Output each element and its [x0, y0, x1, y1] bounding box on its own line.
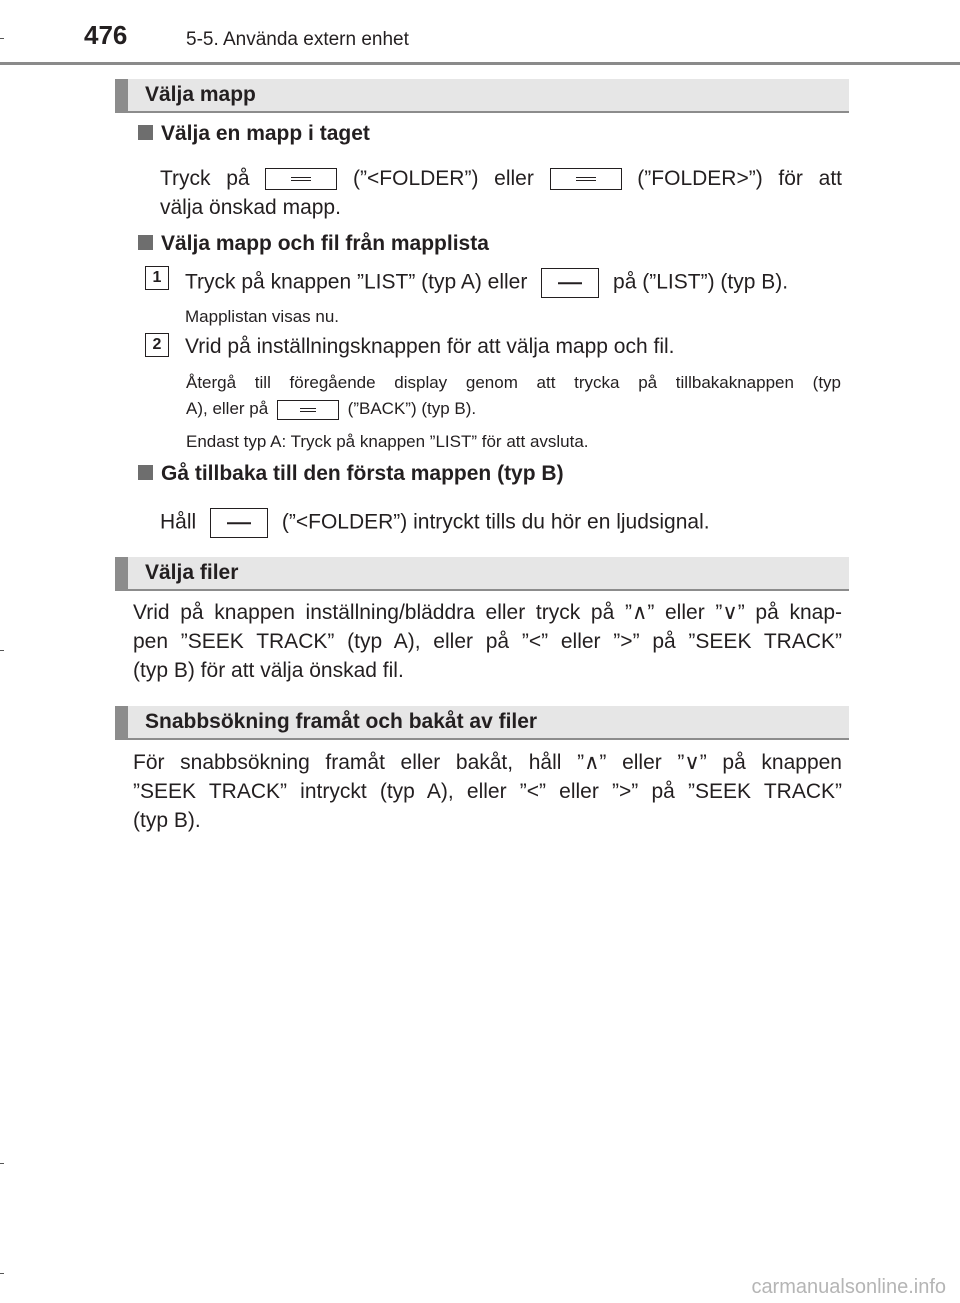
step-text: Vrid på inställningsknappen för att välja mapp och fil. [185, 335, 675, 358]
body-paragraph [133, 598, 842, 685]
folder-next-button-icon [550, 168, 622, 190]
step-note: Mapplistan visas nu. [185, 307, 340, 326]
body-paragraph [133, 748, 842, 835]
crop-mark [0, 650, 4, 651]
section-heading-bar [115, 79, 849, 113]
folder-prev-button-icon [210, 508, 268, 538]
paragraph-line: (typ B) för att välja önskad fil. [133, 659, 404, 682]
list-button-icon [541, 268, 599, 298]
section-title: Välja filer [145, 561, 239, 584]
step-note: Endast typ A: Tryck på knappen ”LIST” för att avsluta. [186, 432, 589, 451]
chapter-title: 5-5. Använda extern enhet [186, 29, 409, 50]
step-number-badge: 2 [145, 333, 169, 357]
paragraph-line: pen ”SEEK TRACK” (typ A), eller på ”<” eller ”>” på ”SEEK TRACK” [133, 630, 842, 653]
folder-prev-button-icon [265, 168, 337, 190]
paragraph-line: välja önskad mapp. [160, 196, 341, 219]
subheading: Gå tillbaka till den första mappen (typ B) [138, 462, 564, 486]
bullet-square-icon [138, 125, 153, 140]
back-button-icon [277, 400, 339, 420]
step-text: Tryck på knappen ”LIST” (typ A) eller på (”LIST”) (typ B). [185, 268, 788, 298]
subheading: Välja en mapp i taget [138, 122, 370, 146]
paragraph-line: ”SEEK TRACK” intryckt (typ A), eller ”<” eller ”>” på ”SEEK TRACK” [133, 780, 842, 803]
section-title: Välja mapp [145, 83, 256, 106]
paragraph-line: För snabbsökning framåt eller bakåt, håll ”∧” eller ”∨” på knappen [133, 751, 842, 774]
section-heading-bar [115, 557, 849, 591]
section-heading-bar [115, 706, 849, 740]
step-note: A), eller på (”BACK”) (typ B). [186, 399, 477, 418]
instruction-paragraph [160, 164, 842, 222]
watermark: carmanualsonline.info [751, 1276, 946, 1298]
crop-mark [0, 38, 4, 39]
paragraph-line: (typ B). [133, 809, 201, 832]
section-title: Snabbsökning framåt och bakåt av filer [145, 710, 538, 733]
paragraph-line: Tryck på (”<FOLDER”) eller (”FOLDER>”) för att [160, 167, 842, 190]
crop-mark [0, 1163, 4, 1164]
step-number-badge: 1 [145, 266, 169, 290]
crop-mark [0, 1273, 4, 1274]
instruction-line: Håll (”<FOLDER”) intryckt tills du hör en ljudsignal. [160, 508, 710, 538]
bullet-square-icon [138, 465, 153, 480]
subheading: Välja mapp och fil från mapplista [138, 232, 489, 256]
bullet-square-icon [138, 235, 153, 250]
page-number: 476 [84, 20, 128, 50]
paragraph-line: Vrid på knappen inställning/bläddra eller tryck på ”∧” eller ”∨” på knap- [133, 601, 842, 624]
step-note: Återgå till föregående display genom att trycka på tillbakaknappen (typ [186, 373, 841, 392]
header-rule [0, 62, 960, 65]
